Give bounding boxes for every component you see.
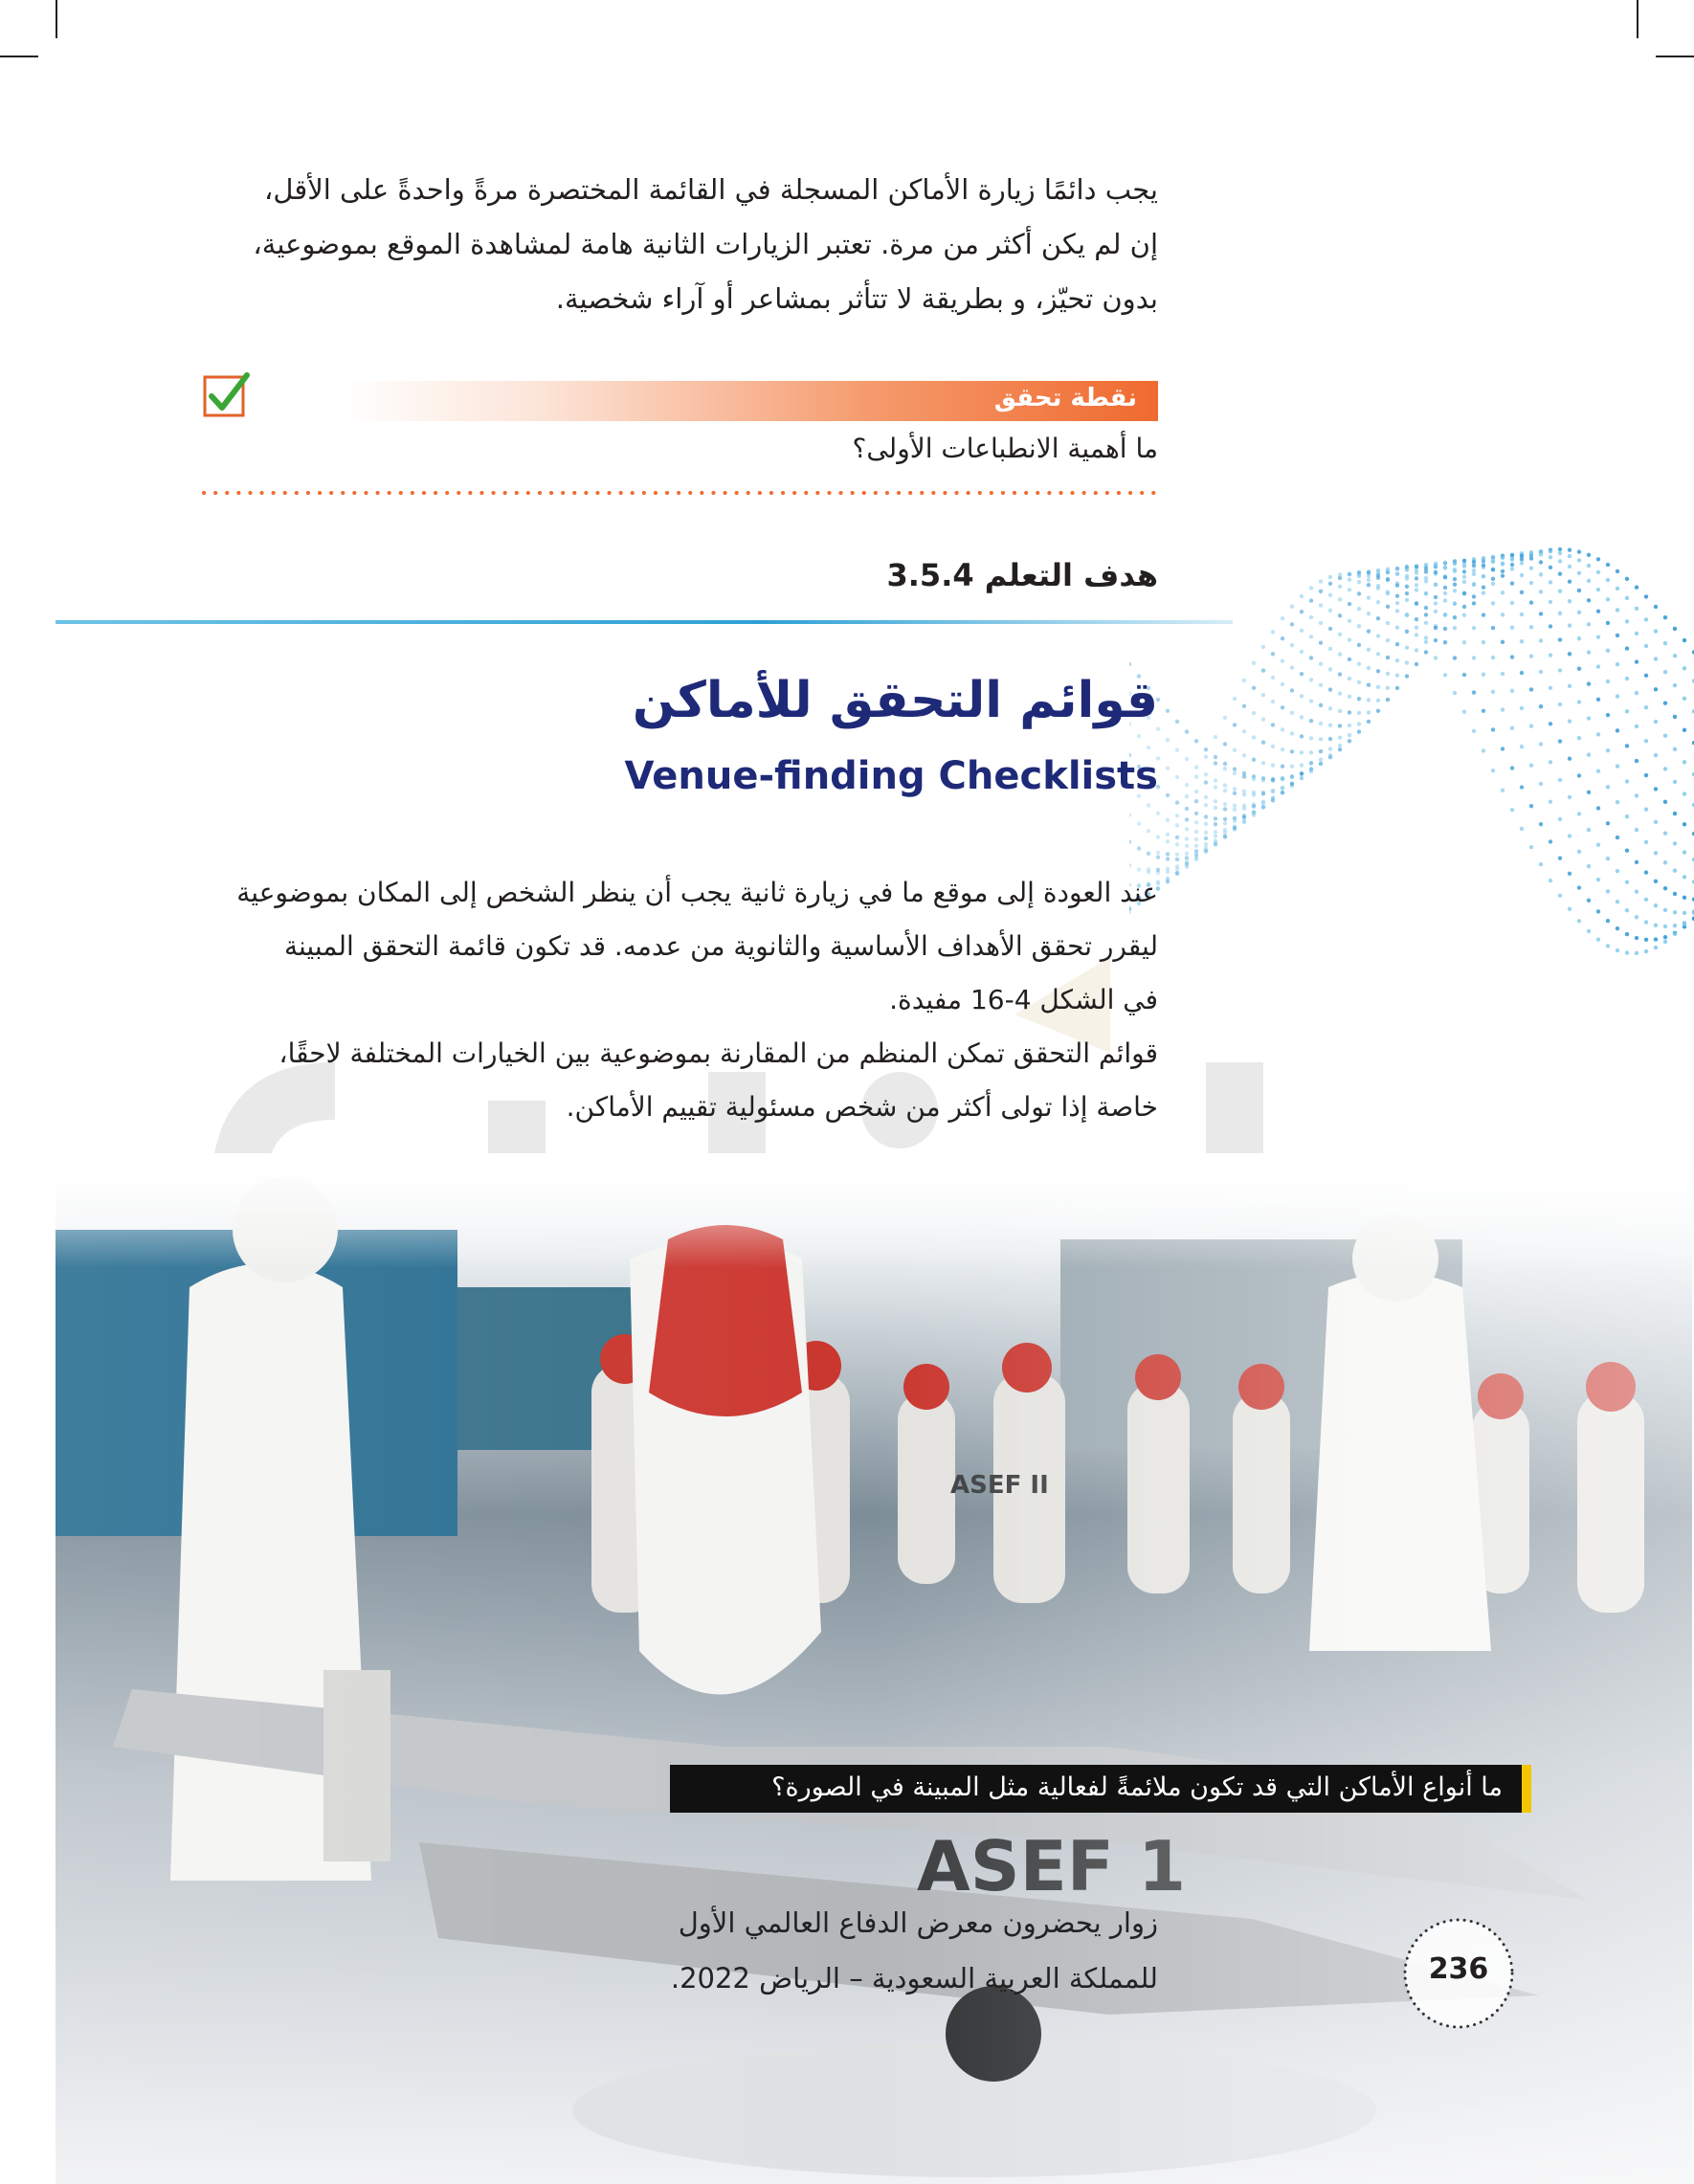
intro-line: إن لم يكن أكثر من مرة. تعتبر الزيارات الثانية هامة لمشاهدة الموقع بموضوعية، [253, 228, 1158, 260]
crop-mark-top-left-v [56, 0, 57, 38]
body-line: عند العودة إلى موقع ما في زيارة ثانية يجب أن ينظر الشخص إلى المكان بموضوعية [236, 877, 1158, 908]
page-number: 236 [1428, 1952, 1489, 1986]
body-line: قوائم التحقق تمكن المنظم من المقارنة بموضوعية بين الخيارات المختلفة لاحقًا، [279, 1037, 1158, 1069]
photo-question: ما أنواع الأماكن التي قد تكون ملائمةً لفعالية مثل المبينة في الصورة؟ [771, 1772, 1503, 1802]
learning-goal-rule [56, 620, 1233, 624]
checkmark-icon [203, 371, 251, 419]
body-line: خاصة إذا تولى أكثر من شخص مسئولية تقييم الأماكن. [566, 1091, 1158, 1123]
checkpoint-banner [345, 381, 1158, 421]
body-paragraph [211, 866, 1158, 1134]
intro-line: يجب دائمًا زيارة الأماكن المسجلة في القائمة المختصرة مرةً واحدةً على الأقل، [264, 173, 1158, 206]
learning-goal: هدف التعلم 3.5.4 [886, 557, 1158, 593]
body-line: في الشكل 4-16 مفيدة. [889, 984, 1158, 1015]
crop-mark-top-left-h [0, 56, 38, 57]
dotted-wave-decoration [1129, 469, 1694, 967]
photo-question-box [670, 1765, 1531, 1813]
crop-mark-top-right-v [1637, 0, 1638, 38]
dotted-divider [201, 490, 1158, 496]
checkpoint-question: ما أهمية الانطباعات الأولى؟ [852, 433, 1158, 464]
crop-mark-top-right-h [1656, 56, 1694, 57]
checkpoint-label: نقطة تحقق [993, 384, 1137, 412]
section-title-english: Venue-finding Checklists [624, 754, 1158, 798]
section-title-arabic: قوائم التحقق للأماكن [632, 672, 1158, 729]
caption-line: زوار يحضرون معرض الدفاع العالمي الأول [678, 1906, 1158, 1939]
body-line: ليقرر تحقق الأهداف الأساسية والثانوية من عدمه. قد تكون قائمة التحقق المبينة [283, 930, 1158, 962]
caption-line: للمملكة العربية السعودية – الرياض 2022. [670, 1962, 1158, 1995]
intro-line: بدون تحيّز، و بطريقة لا تتأثر بمشاعر أو آراء شخصية. [555, 282, 1158, 315]
intro-paragraph [201, 163, 1158, 326]
photo-caption [488, 1895, 1158, 2006]
